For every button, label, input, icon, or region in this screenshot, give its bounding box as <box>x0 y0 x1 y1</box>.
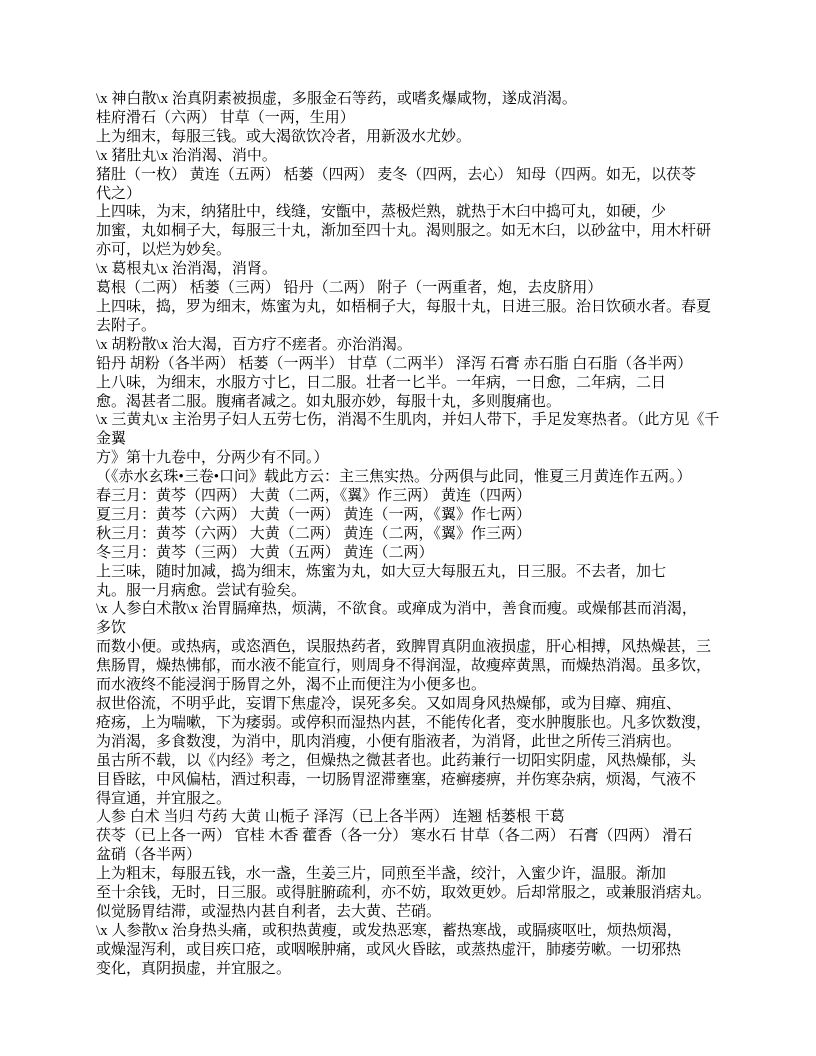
text-line: 虽古所不载，以《内经》考之，但燥热之微甚者也。此药兼行一切阳实阴虚，风热燥郁，头 <box>96 752 697 769</box>
text-line: 上三味，随时加减，捣为细末，炼蜜为丸，如大豆大每服五丸，日三服。不去者，加七 <box>96 563 667 580</box>
text-line: \x 猪肚丸\x 治消渴、消中。 <box>96 147 277 164</box>
text-line: 而数小便。或热病，或恣酒色，误服热药者，致脾胃真阴血液损虚，肝心相搏，风热燥甚，三 <box>96 639 712 656</box>
text-line: 桂府滑石（六两） 甘草（一两，生用） <box>96 109 355 126</box>
text-line: 盆硝（各半两） <box>96 847 202 864</box>
text-line: 夏三月：黄芩（六两） 大黄（一两） 黄连（一两，《翼》作七两） <box>96 506 532 523</box>
text-line: 或燥湿泻利，或目疾口疮，或咽喉肿痛，或风火昏眩，或蒸热虚汗，肺痿劳嗽。一切邪热 <box>96 941 682 958</box>
text-line: \x 葛根丸\x 治消渴，消肾。 <box>96 261 277 278</box>
text-line: 葛根（二两） 栝蒌（三两） 铅丹（二两） 附子（一两重者，炮，去皮脐用） <box>96 280 603 297</box>
text-line: 叔世俗流，不明乎此，妄谓下焦虚冷，误死多矣。又如周身风热燥郁，或为目瘴、痈疽、 <box>96 696 682 712</box>
text-line: \x 三黄丸\x 主治男子妇人五劳七伤，消渴不生肌肉，并妇人带下，手足发寒热者。（此方见《千 <box>96 412 720 429</box>
text-line: 代之） <box>96 185 142 202</box>
text-line: 愈。渴甚者二服。腹痛者减之。如丸服亦妙，每服十丸，多则腹痛也。 <box>96 393 562 410</box>
text-line: 变化，真阴损虚，并宜服之。 <box>96 960 292 977</box>
text-line: 加蜜，丸如桐子大，每服三十丸，渐加至四十丸。渴则服之。如无木臼，以砂盆中，用木杆研 <box>96 223 712 240</box>
text-line: 亦可，以烂为妙矣。 <box>96 242 232 259</box>
text-line: 金翼 <box>96 431 127 448</box>
text-line: \x 神白散\x 治真阴素被损虚，多服金石等药，或嗜炙爆咸物，遂成消渴。 <box>96 91 577 107</box>
text-line: 似觉肠胃结滞，或湿热内甚自利者，去大黄、芒硝。 <box>96 903 442 920</box>
text-line: 丸。服一月病愈。尝试有验矣。 <box>96 582 307 599</box>
text-line: 上为粗末，每服五钱，水一盏，生姜三片，同煎至半盏，绞汁，入蜜少许，温服。渐加 <box>96 866 667 883</box>
text-line: 方》第十九卷中，分两少有不同。） <box>96 450 329 467</box>
text-line: \x 人参白术散\x 治胃膈瘅热，烦满，不欲食。或瘅成为消中，善食而瘦。或燥郁甚而消渴， <box>96 601 697 618</box>
text-line: \x 人参散\x 治身热头痛，或积热黄瘦，或发热恶寒，蓄热寒战，或膈痰呕吐，烦热烦渴， <box>96 922 682 939</box>
text-line: 人参 白术 当归 芍药 大黄 山栀子 泽泻（已上各半两） 连翘 栝蒌根 干葛 <box>96 809 565 826</box>
text-line: 上为细末，每服三钱。或大渴欲饮冷者，用新汲水尤妙。 <box>96 128 472 145</box>
text-line: 上四味，为末，纳猪肚中，线缝，安甑中，蒸极烂熟，就热于木臼中捣可丸，如硬，少 <box>96 204 667 221</box>
text-line: 上八味，为细末，水服方寸匕，日二服。壮者一匕半。一年病，一日愈，二年病，二日 <box>96 374 667 391</box>
text-line: 疮疡，上为喘嗽，下为痿弱。或停积而湿热内甚，不能传化者，变水肿腹胀也。凡多饮数溲， <box>96 714 712 731</box>
text-line: 上四味，捣，罗为细末，炼蜜为丸，如梧桐子大，每服十丸，日进三服。治日饮硕水者。春夏 <box>96 298 712 315</box>
text-line: 铅丹 胡粉（各半两） 栝蒌（一两半） 甘草（二两半） 泽泻 石膏 赤石脂 白石脂（各半两） <box>96 355 693 372</box>
text-line: （《赤水玄珠•三卷•口问》载此方云：主三焦实热。分两俱与此同，惟夏三月黄连作五两。） <box>96 469 692 486</box>
text-line: 春三月：黄芩（四两） 大黄（二两，《翼》作三两） 黄连（四两） <box>96 488 532 505</box>
text-line: 茯苓（已上各一两） 官桂 木香 藿香（各一分） 寒水石 甘草（各二两） 石膏（四两） 滑石 <box>96 828 693 845</box>
text-line: \x 胡粉散\x 治大渴，百方疗不瘥者。亦治消渴。 <box>96 336 412 353</box>
text-line: 焦肠胃，燥热怫郁，而水液不能宣行，则周身不得润湿，故瘦瘁黄黑，而燥热消渴。虽多饮， <box>96 658 712 675</box>
text-line: 猪肚（一枚） 黄连（五两） 栝蒌（四两） 麦冬（四两，去心） 知母（四两。如无，以茯苓 <box>96 166 697 183</box>
text-line: 为消渴，多食数溲，为消中，肌肉消瘦，小便有脂液者，为消肾，此世之所传三消病也。 <box>96 733 682 750</box>
text-line: 去附子。 <box>96 317 157 334</box>
document-body <box>96 90 746 979</box>
text-line: 而水液终不能浸润于肠胃之外，渴不止而便注为小便多也。 <box>96 677 487 694</box>
text-line: 多饮 <box>96 620 127 637</box>
text-line: 秋三月：黄芩（六两） 大黄（二两） 黄连（二两，《翼》作三两） <box>96 525 532 542</box>
text-line: 得宣通，并宜服之。 <box>96 790 232 807</box>
text-line: 冬三月：黄芩（三两） 大黄（五两） 黄连（二两） <box>96 544 434 561</box>
text-line: 目昏眩，中风偏枯，酒过积毒，一切肠胃涩滞壅塞，疮癣痿痹，并伤寒杂病，烦渴，气液不 <box>96 771 697 788</box>
text-line: 至十余钱，无时，日三服。或得脏腑疏利，亦不妨，取效更妙。后却常服之，或兼服消痞丸。 <box>96 885 712 902</box>
